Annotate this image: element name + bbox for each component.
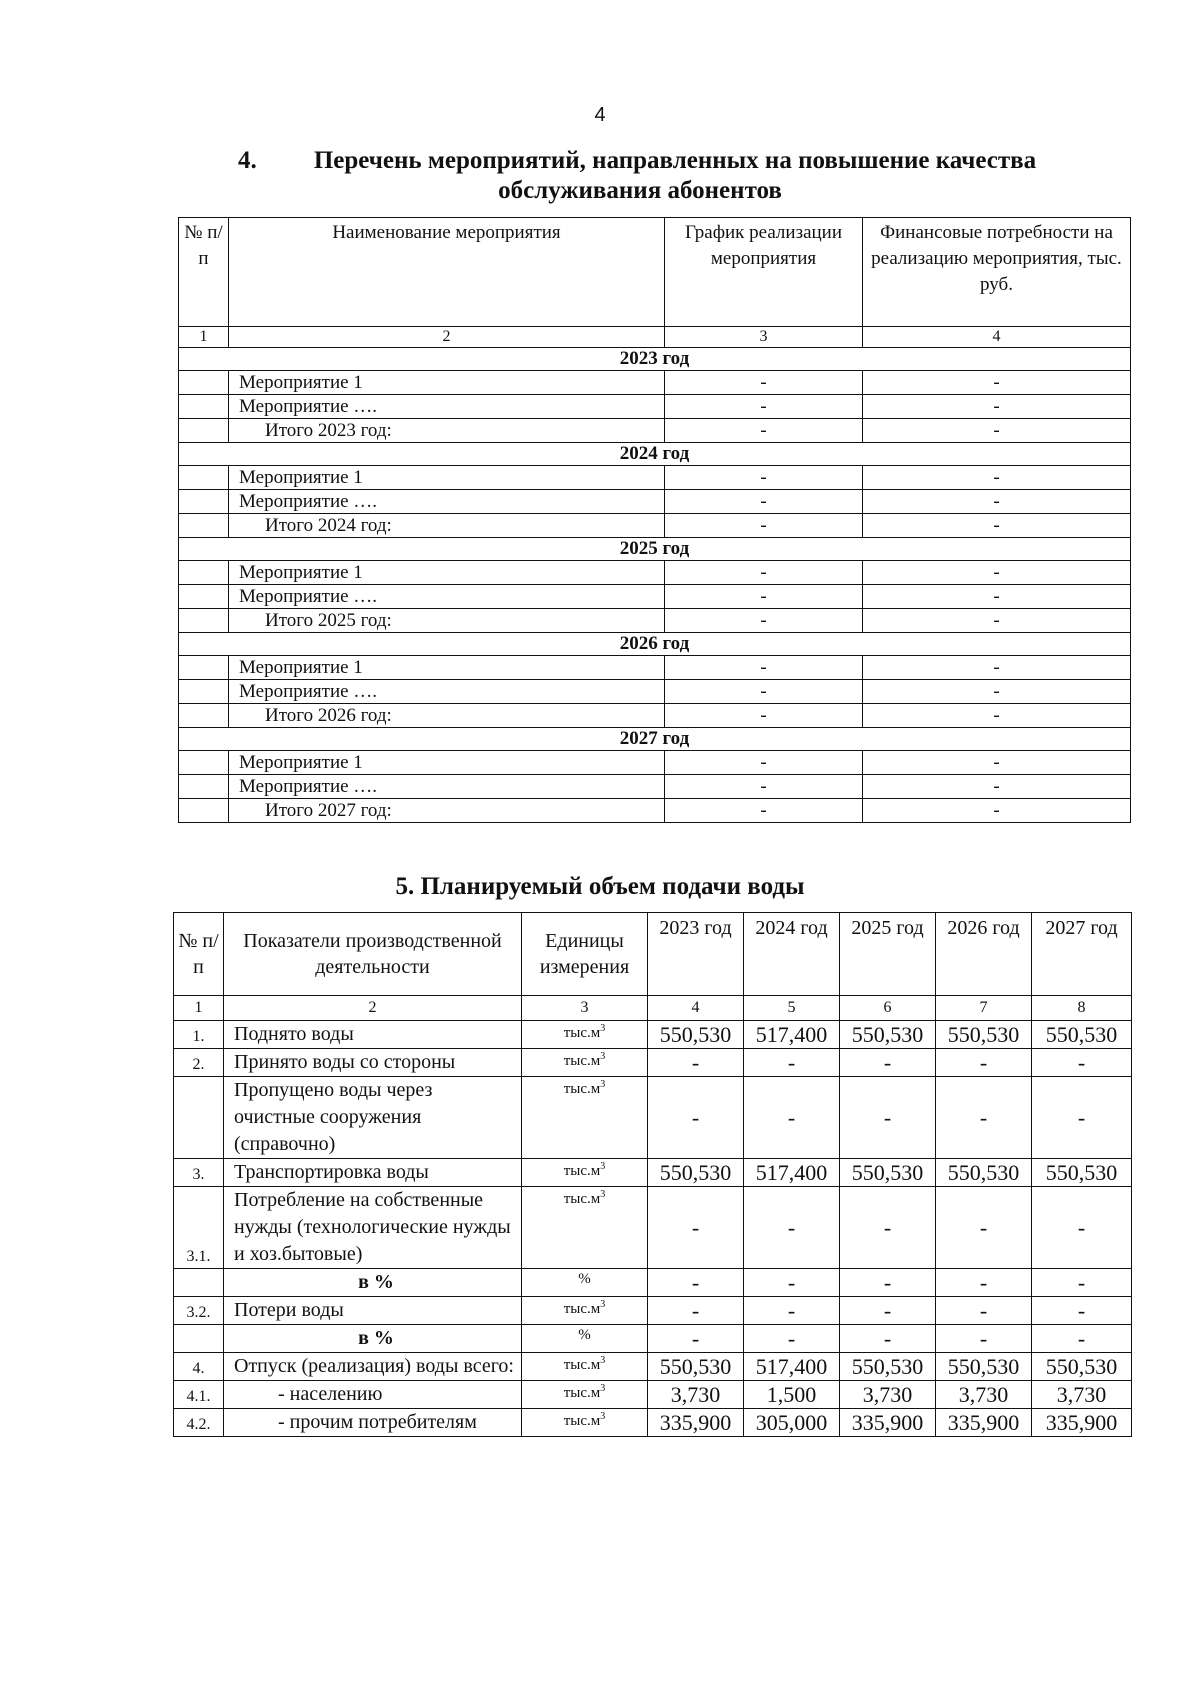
year-value: 550,530 xyxy=(936,1159,1032,1187)
unit-cell xyxy=(522,1077,648,1159)
table-row xyxy=(174,1353,1132,1381)
unit-cell xyxy=(522,1021,648,1049)
row-num xyxy=(179,585,229,609)
page-number: 4 xyxy=(594,104,606,126)
unit-superscript: 3 xyxy=(600,1383,606,1394)
header-num: № п/п xyxy=(179,218,229,327)
unit-superscript: 3 xyxy=(600,1411,606,1422)
unit-cell xyxy=(522,1409,648,1437)
indicator-name: Транспортировка воды xyxy=(224,1159,522,1187)
schedule-value: - xyxy=(665,775,863,799)
year-value: - xyxy=(1032,1187,1132,1269)
finance-value: - xyxy=(863,775,1131,799)
unit-label: тыс.м xyxy=(563,1025,601,1041)
unit-label: тыс.м xyxy=(563,1081,601,1097)
unit-superscript: 3 xyxy=(600,1189,606,1200)
year-value: 550,530 xyxy=(648,1353,744,1381)
year-label: 2026 год xyxy=(179,633,1131,656)
year-value: 335,900 xyxy=(648,1409,744,1437)
column-index: 1 xyxy=(179,327,229,348)
year-value: 1,500 xyxy=(744,1381,840,1409)
row-num xyxy=(179,561,229,585)
unit-superscript: 3 xyxy=(600,1355,606,1366)
year-value: - xyxy=(648,1187,744,1269)
table-row xyxy=(179,751,1131,775)
year-row xyxy=(179,728,1131,751)
total-label: Итого 2026 год: xyxy=(229,704,665,728)
schedule-value: - xyxy=(665,609,863,633)
year-row xyxy=(179,633,1131,656)
finance-value: - xyxy=(863,704,1131,728)
total-label: Итого 2023 год: xyxy=(229,419,665,443)
total-label: Итого 2025 год: xyxy=(229,609,665,633)
row-num xyxy=(174,1269,224,1297)
row-num xyxy=(174,1325,224,1353)
header-year: 2024 год xyxy=(744,913,840,996)
header-schedule: График реализации мероприятия xyxy=(665,218,863,327)
indicator-name: Пропущено воды через очистные сооружения (справочно) xyxy=(224,1077,522,1159)
row-num xyxy=(179,775,229,799)
finance-value: - xyxy=(863,514,1131,538)
row-num xyxy=(179,419,229,443)
year-value: - xyxy=(936,1325,1032,1353)
column-index: 6 xyxy=(840,996,936,1021)
indicator-name: - прочим потребителям xyxy=(224,1409,522,1437)
table-row xyxy=(179,799,1131,823)
year-value: - xyxy=(648,1049,744,1077)
event-name: Мероприятие …. xyxy=(229,490,665,514)
header-year: 2027 год xyxy=(1032,913,1132,996)
schedule-value: - xyxy=(665,466,863,490)
header-year: 2026 год xyxy=(936,913,1032,996)
year-value: 550,530 xyxy=(936,1021,1032,1049)
year-row xyxy=(179,348,1131,371)
year-value: 517,400 xyxy=(744,1353,840,1381)
unit-superscript: 3 xyxy=(600,1023,606,1034)
year-value: 550,530 xyxy=(840,1159,936,1187)
column-index: 8 xyxy=(1032,996,1132,1021)
year-value: - xyxy=(744,1077,840,1159)
events-table xyxy=(178,217,1131,823)
row-num: 4.2. xyxy=(174,1409,224,1437)
section4-title-line2: обслуживания абонентов xyxy=(498,177,782,204)
finance-value: - xyxy=(863,656,1131,680)
header-unit: Единицы измерения xyxy=(522,913,648,996)
table-row xyxy=(174,1077,1132,1159)
finance-value: - xyxy=(863,419,1131,443)
finance-value: - xyxy=(863,751,1131,775)
events-column-index-row xyxy=(179,327,1131,348)
year-row xyxy=(179,538,1131,561)
header-finance: Финансовые потребности на реализацию мероприятия, тыс. руб. xyxy=(863,218,1131,327)
table-row xyxy=(179,680,1131,704)
year-value: - xyxy=(840,1269,936,1297)
schedule-value: - xyxy=(665,371,863,395)
year-value: - xyxy=(1032,1325,1132,1353)
event-name: Мероприятие 1 xyxy=(229,371,665,395)
table-row xyxy=(179,656,1131,680)
table-row xyxy=(179,514,1131,538)
unit-cell xyxy=(522,1381,648,1409)
unit-label: тыс.м xyxy=(563,1357,601,1373)
row-num xyxy=(179,514,229,538)
schedule-value: - xyxy=(665,656,863,680)
year-value: 517,400 xyxy=(744,1159,840,1187)
event-name: Мероприятие …. xyxy=(229,585,665,609)
section4-title xyxy=(180,146,1100,206)
table-row xyxy=(179,395,1131,419)
table-row xyxy=(179,775,1131,799)
year-value: - xyxy=(744,1049,840,1077)
year-value: - xyxy=(936,1187,1032,1269)
section5-title: 5. Планируемый объем подачи воды xyxy=(395,873,805,900)
event-name: Мероприятие 1 xyxy=(229,656,665,680)
water-table-header xyxy=(174,913,1132,996)
year-value: 550,530 xyxy=(936,1353,1032,1381)
table-row xyxy=(174,1409,1132,1437)
row-num xyxy=(179,609,229,633)
section4-number: 4. xyxy=(238,147,257,174)
unit-label: тыс.м xyxy=(563,1413,601,1429)
year-value: - xyxy=(840,1049,936,1077)
table-row xyxy=(174,1269,1132,1297)
year-value: - xyxy=(648,1297,744,1325)
year-value: - xyxy=(1032,1049,1132,1077)
header-event-name: Наименование мероприятия xyxy=(229,218,665,327)
table-row xyxy=(179,419,1131,443)
unit-superscript: 3 xyxy=(600,1161,606,1172)
unit-cell xyxy=(522,1325,648,1353)
total-label: Итого 2027 год: xyxy=(229,799,665,823)
event-name: Мероприятие 1 xyxy=(229,466,665,490)
finance-value: - xyxy=(863,680,1131,704)
year-value: 550,530 xyxy=(1032,1353,1132,1381)
row-num xyxy=(179,799,229,823)
table-row xyxy=(179,371,1131,395)
finance-value: - xyxy=(863,585,1131,609)
year-value: 550,530 xyxy=(648,1021,744,1049)
schedule-value: - xyxy=(665,799,863,823)
year-value: - xyxy=(648,1325,744,1353)
year-value: 3,730 xyxy=(936,1381,1032,1409)
water-supply-table xyxy=(173,912,1132,1437)
year-value: 517,400 xyxy=(744,1021,840,1049)
row-num xyxy=(179,680,229,704)
year-row xyxy=(179,443,1131,466)
table-row xyxy=(174,1381,1132,1409)
row-num: 3.2. xyxy=(174,1297,224,1325)
column-index: 7 xyxy=(936,996,1032,1021)
column-index: 2 xyxy=(224,996,522,1021)
year-value: - xyxy=(1032,1077,1132,1159)
unit-label: тыс.м xyxy=(563,1301,601,1317)
row-num xyxy=(179,371,229,395)
year-value: 550,530 xyxy=(648,1159,744,1187)
year-value: - xyxy=(648,1077,744,1159)
unit-superscript: 3 xyxy=(600,1299,606,1310)
row-num xyxy=(179,466,229,490)
year-value: - xyxy=(1032,1297,1132,1325)
schedule-value: - xyxy=(665,751,863,775)
year-value: - xyxy=(1032,1269,1132,1297)
indicator-name: в % xyxy=(224,1269,522,1297)
unit-label: % xyxy=(578,1327,591,1343)
year-value: 3,730 xyxy=(1032,1381,1132,1409)
schedule-value: - xyxy=(665,490,863,514)
finance-value: - xyxy=(863,490,1131,514)
unit-cell xyxy=(522,1159,648,1187)
unit-label: тыс.м xyxy=(563,1191,601,1207)
year-value: - xyxy=(840,1325,936,1353)
column-index: 2 xyxy=(229,327,665,348)
year-value: - xyxy=(936,1269,1032,1297)
row-num: 4.1. xyxy=(174,1381,224,1409)
year-value: - xyxy=(936,1297,1032,1325)
event-name: Мероприятие …. xyxy=(229,395,665,419)
year-value: 550,530 xyxy=(1032,1159,1132,1187)
finance-value: - xyxy=(863,561,1131,585)
year-value: - xyxy=(744,1297,840,1325)
unit-label: тыс.м xyxy=(563,1385,601,1401)
header-num: № п/п xyxy=(174,913,224,996)
column-index: 5 xyxy=(744,996,840,1021)
year-value: - xyxy=(840,1077,936,1159)
year-value: 335,900 xyxy=(1032,1409,1132,1437)
year-value: - xyxy=(840,1187,936,1269)
unit-cell xyxy=(522,1269,648,1297)
year-value: - xyxy=(840,1297,936,1325)
indicator-name: Потребление на собственные нужды (технологические нужды и хоз.бытовые) xyxy=(224,1187,522,1269)
year-value: 305,000 xyxy=(744,1409,840,1437)
row-num xyxy=(179,490,229,514)
row-num: 2. xyxy=(174,1049,224,1077)
row-num xyxy=(174,1077,224,1159)
year-value: 3,730 xyxy=(648,1381,744,1409)
header-year: 2023 год xyxy=(648,913,744,996)
unit-label: % xyxy=(578,1271,591,1287)
indicator-name: в % xyxy=(224,1325,522,1353)
year-value: 335,900 xyxy=(936,1409,1032,1437)
row-num xyxy=(179,704,229,728)
schedule-value: - xyxy=(665,680,863,704)
schedule-value: - xyxy=(665,561,863,585)
finance-value: - xyxy=(863,466,1131,490)
year-value: 335,900 xyxy=(840,1409,936,1437)
table-row xyxy=(174,1049,1132,1077)
row-num xyxy=(179,395,229,419)
row-num xyxy=(179,751,229,775)
header-indicator: Показатели производственной деятельности xyxy=(224,913,522,996)
indicator-name: Поднято воды xyxy=(224,1021,522,1049)
indicator-name: Принято воды со стороны xyxy=(224,1049,522,1077)
table-row xyxy=(179,704,1131,728)
total-label: Итого 2024 год: xyxy=(229,514,665,538)
table-row xyxy=(174,1021,1132,1049)
unit-cell xyxy=(522,1297,648,1325)
column-index: 3 xyxy=(522,996,648,1021)
column-index: 1 xyxy=(174,996,224,1021)
header-year: 2025 год xyxy=(840,913,936,996)
table-row xyxy=(174,1187,1132,1269)
finance-value: - xyxy=(863,371,1131,395)
table-row xyxy=(179,490,1131,514)
unit-label: тыс.м xyxy=(563,1053,601,1069)
year-label: 2024 год xyxy=(179,443,1131,466)
events-table-header xyxy=(179,218,1131,327)
table-row xyxy=(174,1325,1132,1353)
year-value: - xyxy=(936,1049,1032,1077)
table-row xyxy=(179,609,1131,633)
schedule-value: - xyxy=(665,585,863,609)
year-value: 550,530 xyxy=(840,1353,936,1381)
column-index: 4 xyxy=(648,996,744,1021)
row-num: 3.1. xyxy=(174,1187,224,1269)
schedule-value: - xyxy=(665,419,863,443)
table-row xyxy=(179,466,1131,490)
indicator-name: Отпуск (реализация) воды всего: xyxy=(224,1353,522,1381)
section4-title-line1: Перечень мероприятий, направленных на повышение качества xyxy=(313,147,1037,174)
schedule-value: - xyxy=(665,704,863,728)
event-name: Мероприятие 1 xyxy=(229,561,665,585)
unit-superscript: 3 xyxy=(600,1079,606,1090)
water-column-index-row xyxy=(174,996,1132,1021)
table-row xyxy=(179,561,1131,585)
year-value: - xyxy=(744,1325,840,1353)
unit-cell xyxy=(522,1187,648,1269)
finance-value: - xyxy=(863,799,1131,823)
indicator-name: Потери воды xyxy=(224,1297,522,1325)
unit-label: тыс.м xyxy=(563,1163,601,1179)
schedule-value: - xyxy=(665,395,863,419)
year-value: 3,730 xyxy=(840,1381,936,1409)
row-num: 1. xyxy=(174,1021,224,1049)
column-index: 4 xyxy=(863,327,1131,348)
finance-value: - xyxy=(863,609,1131,633)
table-row xyxy=(179,585,1131,609)
row-num xyxy=(179,656,229,680)
year-label: 2027 год xyxy=(179,728,1131,751)
year-label: 2023 год xyxy=(179,348,1131,371)
unit-cell xyxy=(522,1353,648,1381)
unit-superscript: 3 xyxy=(600,1051,606,1062)
event-name: Мероприятие …. xyxy=(229,775,665,799)
year-value: - xyxy=(936,1077,1032,1159)
year-value: 550,530 xyxy=(1032,1021,1132,1049)
year-label: 2025 год xyxy=(179,538,1131,561)
event-name: Мероприятие 1 xyxy=(229,751,665,775)
schedule-value: - xyxy=(665,514,863,538)
event-name: Мероприятие …. xyxy=(229,680,665,704)
table-row xyxy=(174,1159,1132,1187)
table-row xyxy=(174,1297,1132,1325)
year-value: - xyxy=(648,1269,744,1297)
year-value: 550,530 xyxy=(840,1021,936,1049)
indicator-name: - населению xyxy=(224,1381,522,1409)
column-index: 3 xyxy=(665,327,863,348)
row-num: 3. xyxy=(174,1159,224,1187)
row-num: 4. xyxy=(174,1353,224,1381)
finance-value: - xyxy=(863,395,1131,419)
year-value: - xyxy=(744,1187,840,1269)
unit-cell xyxy=(522,1049,648,1077)
year-value: - xyxy=(744,1269,840,1297)
